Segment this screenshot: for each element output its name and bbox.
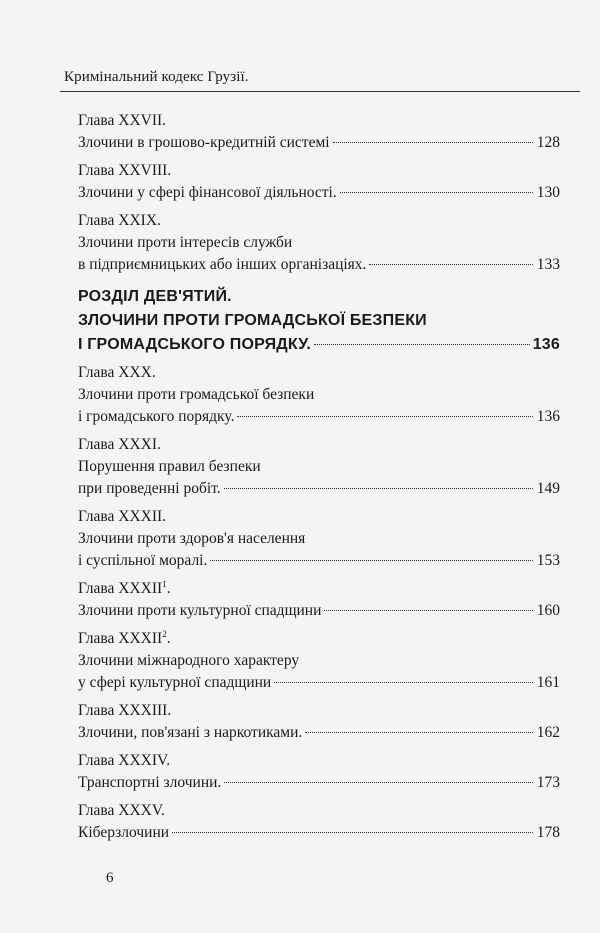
toc-entry-ch34 [78,750,560,794]
chapter-label: Глава XXXIV. [78,752,171,769]
page-ref: 178 [536,824,560,841]
toc-entry-ch32-2 [78,628,560,694]
toc-entry-ch27 [78,110,560,154]
chapter-label: Глава XXXV. [78,802,165,819]
dot-leader [224,488,533,489]
toc-entry-ch29 [78,210,560,276]
chapter-label-suffix: . [166,630,171,647]
dot-leader [324,610,533,611]
chapter-label: Глава XXVIII. [78,162,172,179]
page-ref: 130 [536,184,560,201]
toc-line [78,722,560,744]
page-ref: 136 [536,408,560,425]
toc-line [78,672,560,694]
chapter-title-line: в підприємницьких або інших організаціях. [78,256,367,273]
page-number: 6 [106,870,114,886]
chapter-title: Злочини проти культурної спадщини [78,602,322,619]
dot-leader [369,264,533,265]
dot-leader [210,560,533,561]
chapter-title-line: при проведенні робіт. [78,480,221,497]
chapter-title-line: Порушення правил безпеки [78,458,261,475]
dot-leader [237,416,533,417]
dot-leader [333,142,533,143]
chapter-title: Злочини у сфері фінансової діяльності. [78,184,337,201]
chapter-title-line: Злочини проти громадської безпеки [78,386,315,403]
toc-entry-ch33 [78,700,560,744]
chapter-label-text: Глава XXXII [78,630,163,647]
chapter-title-line: Злочини проти здоров'я населення [78,530,306,547]
toc-line [78,600,560,622]
chapter-title-line: Злочини міжнародного характеру [78,652,300,669]
dot-leader [172,832,533,833]
chapter-title: Транспортні злочини. [78,774,222,791]
toc-line [78,132,560,154]
page-ref: 162 [536,724,560,741]
toc-line [78,550,560,572]
chapter-title-line: Злочини проти інтересів служби [78,234,293,251]
dot-leader [224,782,533,783]
dot-leader [274,682,533,683]
toc-entry-ch32 [78,506,560,572]
section-heading-line: ЗЛОЧИНИ ПРОТИ ГРОМАДСЬКОЇ БЕЗПЕКИ [78,312,427,329]
page-ref: 161 [536,674,560,691]
toc-line [78,182,560,204]
page-ref: 173 [536,774,560,791]
chapter-label: Глава XXVII. [78,112,167,129]
toc-entry-ch32-1 [78,578,560,622]
header-rule [60,91,580,92]
chapter-title-line: у сфері культурної спадщини [78,674,272,691]
toc-line [78,406,560,428]
chapter-label-suffix: . [166,580,171,597]
chapter-label: Глава XXXI. [78,436,161,453]
chapter-label [78,578,560,600]
dot-leader [305,732,533,733]
toc-entry-ch35 [78,800,560,844]
chapter-label: Глава XXXII. [78,508,167,525]
chapter-label-superscript: 2 [162,628,167,639]
chapter-title-line: і суспільної моралі. [78,552,208,569]
chapter-title: Злочини, пов'язані з наркотиками. [78,724,303,741]
page-ref: 153 [536,552,560,569]
page-ref: 136 [532,336,560,353]
section-heading-line: І ГРОМАДСЬКОГО ПОРЯДКУ. [78,336,312,353]
toc-line [78,772,560,794]
chapter-title: Злочини в грошово-кредитній системі [78,134,330,151]
page-ref: 128 [536,134,560,151]
dot-leader [314,344,530,345]
chapter-label [78,628,560,650]
chapter-label: Глава XXXIII. [78,702,172,719]
toc-line [78,333,560,357]
page-ref: 160 [536,602,560,619]
page-ref: 133 [536,256,560,273]
toc-line [78,478,560,500]
chapter-title-line: і громадського порядку. [78,408,235,425]
chapter-label: Глава XXIX. [78,212,161,229]
dot-leader [340,192,533,193]
toc-line [78,254,560,276]
section-heading-line: РОЗДІЛ ДЕВ'ЯТИЙ. [78,288,232,305]
toc-section-9 [78,285,560,357]
chapter-title: Кіберзлочини [78,824,170,841]
toc-entry-ch28 [78,160,560,204]
toc-line [78,822,560,844]
toc-entry-ch31 [78,434,560,500]
page-ref: 149 [536,480,560,497]
chapter-label-text: Глава XXXII [78,580,163,597]
chapter-label-superscript: 1 [162,578,167,589]
running-title: Кримінальний кодекс Грузії. [64,69,249,85]
table-of-contents [78,110,560,844]
toc-entry-ch30 [78,362,560,428]
chapter-label: Глава XXX. [78,364,156,381]
